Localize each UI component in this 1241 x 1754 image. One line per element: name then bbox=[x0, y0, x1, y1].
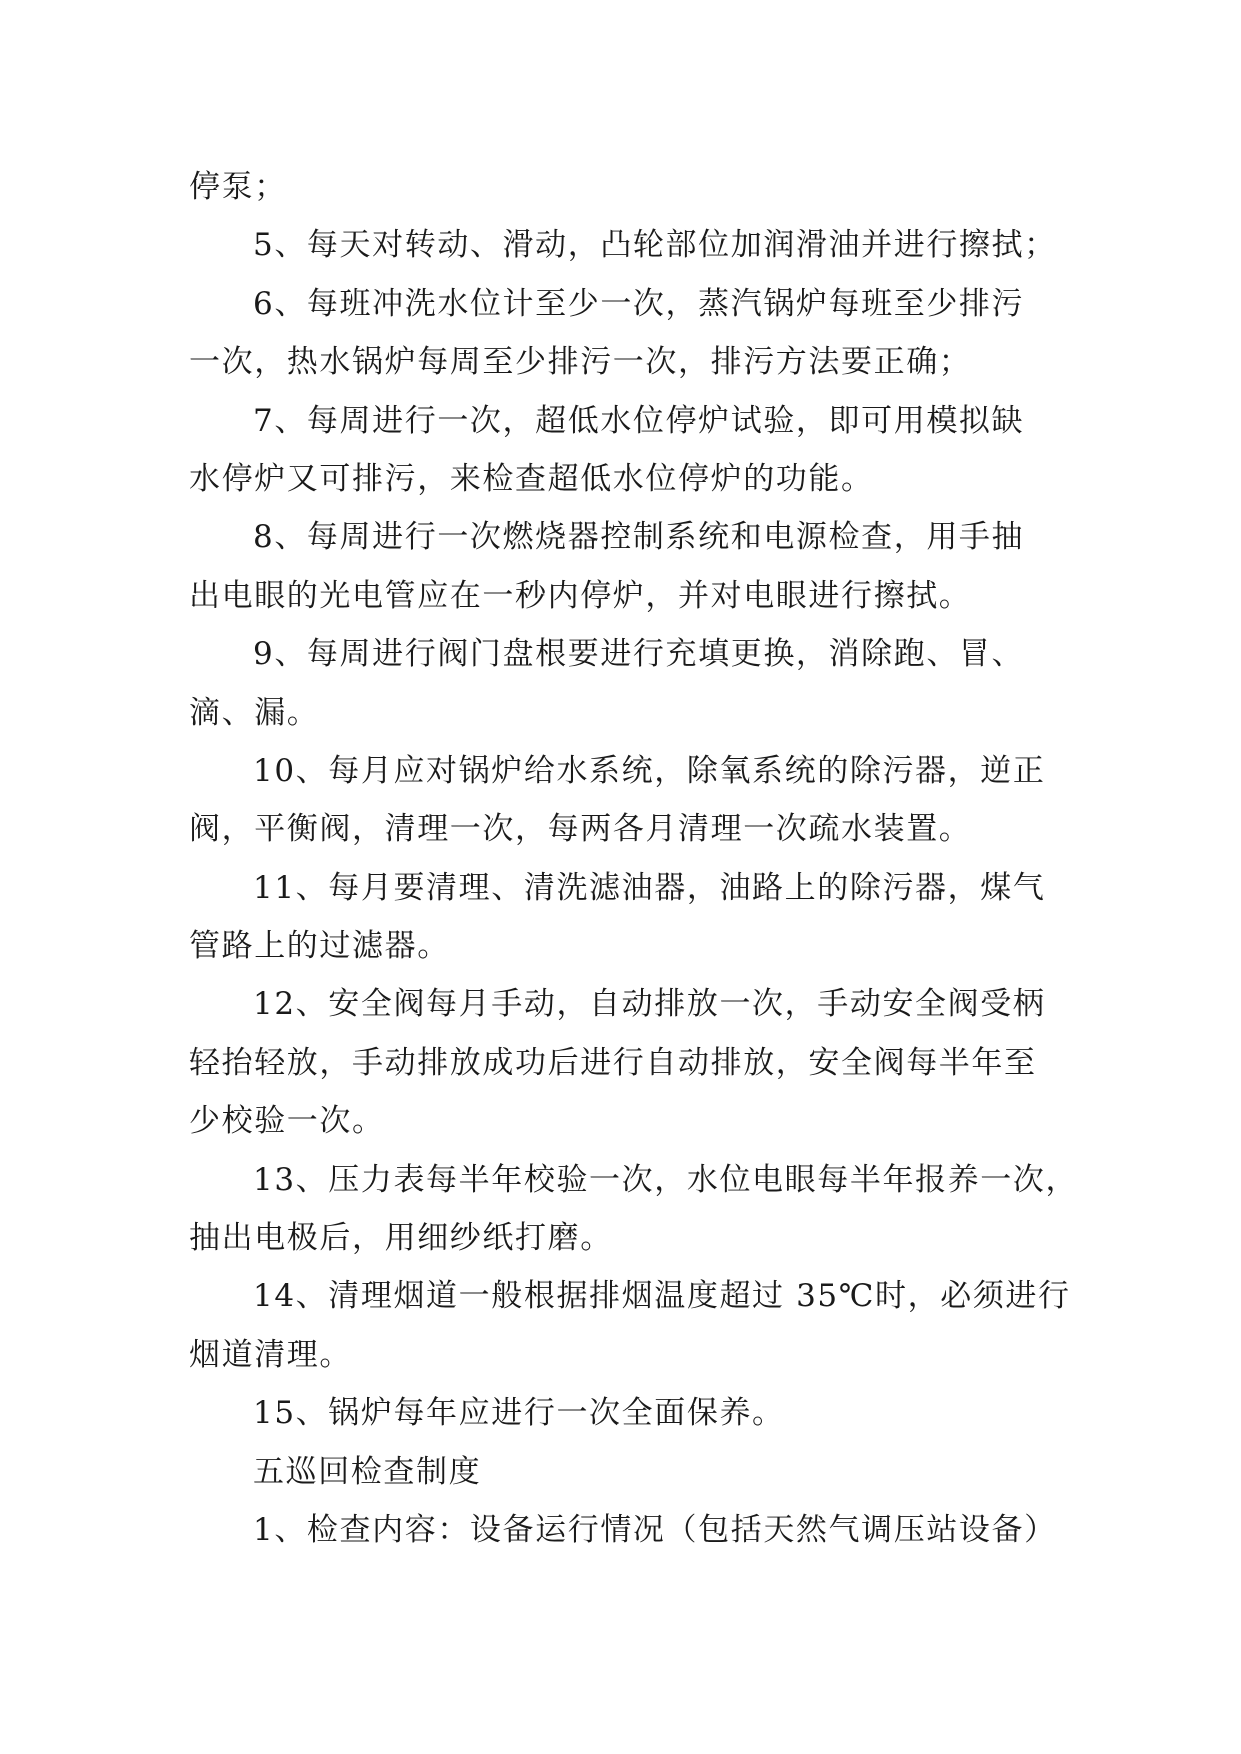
text-line-8: 出电眼的光电管应在一秒内停炉，并对电眼进行擦拭。 bbox=[189, 577, 972, 614]
text-line-18: 13、压力表每半年校验一次，水位电眼每半年报养一次， bbox=[253, 1161, 1079, 1198]
text-line-1: 停泵； bbox=[189, 169, 287, 205]
text-line-24: 1、检查内容：设备运行情况（包括天然气调压站设备） bbox=[253, 1511, 1057, 1548]
text-line-19: 抽出电极后，用细纱纸打磨。 bbox=[189, 1220, 613, 1257]
text-line-5: 7、每周进行一次，超低水位停炉试验，即可用模拟缺 bbox=[253, 402, 1025, 439]
text-line-10: 滴、漏。 bbox=[189, 694, 320, 731]
document-body bbox=[189, 158, 1079, 1559]
text-line-4: 一次，热水锅炉每周至少排污一次，排污方法要正确； bbox=[189, 344, 972, 381]
text-line-2: 5、每天对转动、滑动，凸轮部位加润滑油并进行擦拭； bbox=[253, 227, 1057, 264]
text-line-11: 10、每月应对锅炉给水系统，除氧系统的除污器，逆正 bbox=[253, 752, 1046, 789]
text-line-13: 11、每月要清理、清洗滤油器，油路上的除污器，煤气 bbox=[253, 869, 1046, 906]
text-line-16: 轻抬轻放，手动排放成功后进行自动排放，安全阀每半年至 bbox=[189, 1044, 1037, 1081]
text-line-21: 烟道清理。 bbox=[189, 1336, 352, 1373]
text-line-20: 14、清理烟道一般根据排烟温度超过 35℃时，必须进行 bbox=[253, 1278, 1071, 1315]
text-line-22: 15、锅炉每年应进行一次全面保养。 bbox=[253, 1395, 785, 1432]
text-line-9: 9、每周进行阀门盘根要进行充填更换，消除跑、冒、 bbox=[253, 636, 1025, 673]
text-line-14: 管路上的过滤器。 bbox=[189, 928, 450, 965]
section-heading: 五巡回检查制度 bbox=[253, 1453, 482, 1490]
text-line-3: 6、每班冲洗水位计至少一次，蒸汽锅炉每班至少排污 bbox=[253, 285, 1025, 322]
text-line-7: 8、每周进行一次燃烧器控制系统和电源检查，用手抽 bbox=[253, 519, 1025, 556]
text-line-6: 水停炉又可排污，来检查超低水位停炉的功能。 bbox=[189, 460, 874, 497]
text-line-17: 少校验一次。 bbox=[189, 1103, 385, 1140]
text-line-15: 12、安全阀每月手动，自动排放一次，手动安全阀受柄 bbox=[253, 986, 1046, 1023]
text-line-12: 阀，平衡阀，清理一次，每两各月清理一次疏水装置。 bbox=[189, 811, 972, 848]
